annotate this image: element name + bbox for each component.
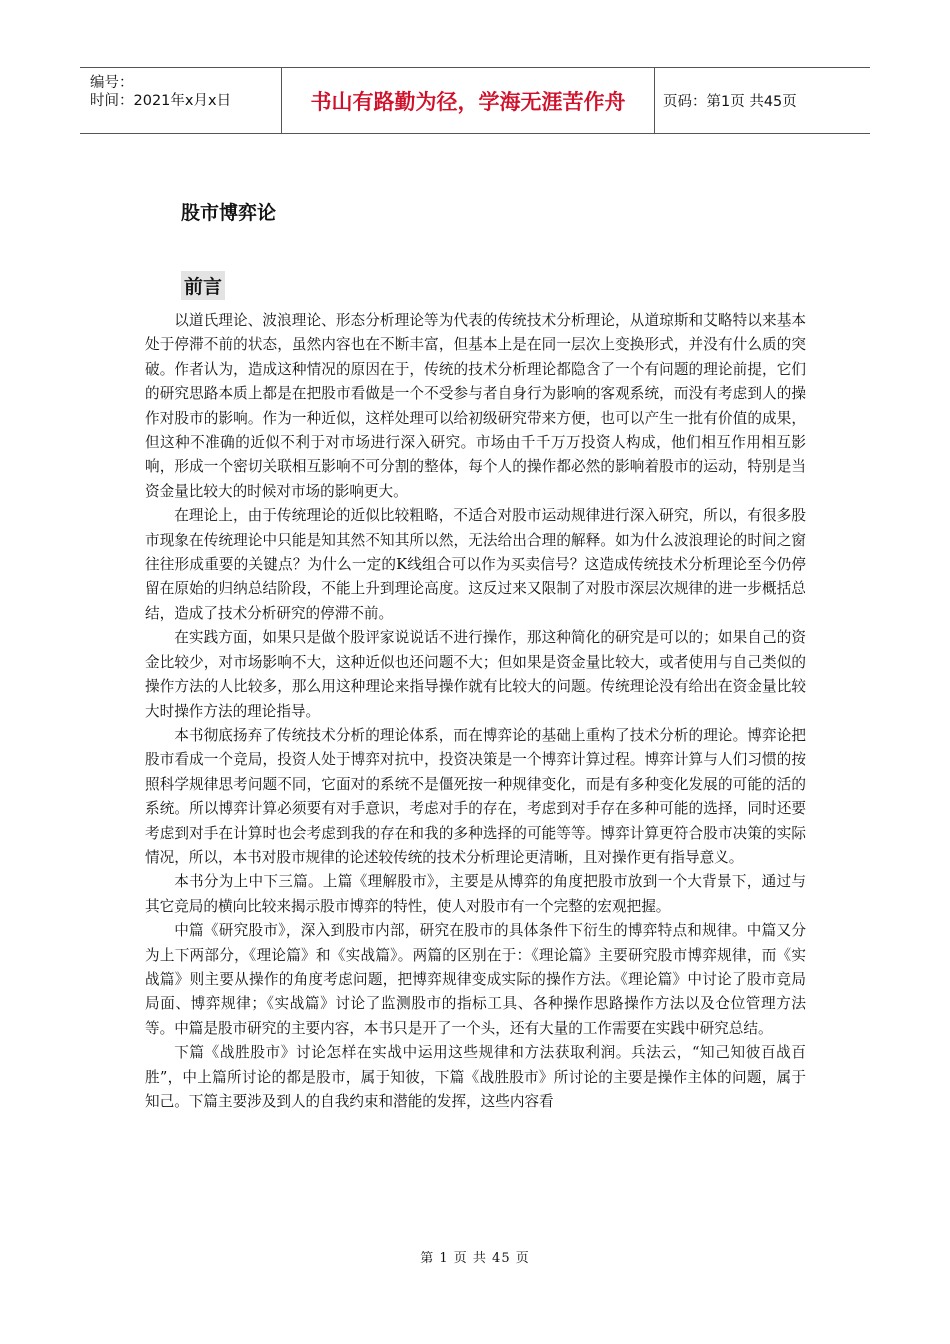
doc-number-label: 编号： xyxy=(90,75,134,91)
page-footer: 第 1 页 共 45 页 xyxy=(420,1251,530,1266)
paragraph: 以道氏理论、波浪理论、形态分析理论等为代表的传统技术分析理论，从道琼斯和艾略特以来基本处于停滞不前的状态，虽然内容也在不断丰富，但基本上是在同一层次上变换形式，并没有什么质的突破。作者认为，造成这种情况的原因在于，传统的技术分析理论都隐含了一个有问题的理论前提，它们的研究思路本质上都是在把股市看做是一个不受参与者自身行为影响的客观系统，而没有考虑到人的操作对股市的影响。作为一种近似，这样处理可以给初级研究带来方便，也可以产生一批有价值的成果，但这种不准确的近似不利于对市场进行深入研究。市场由千千万万投资人构成，他们相互作用相互影响，形成一个密切关联相互影响不可分割的整体，每个人的操作都必然的影响着股市的运动，特别是当资金量比较大的时候对市场的影响更大。 xyxy=(145,312,806,500)
section-heading: 前言 xyxy=(181,271,225,300)
paragraph: 下篇《战胜股市》讨论怎样在实战中运用这些规律和方法获取利润。兵法云，“知己知彼百战百胜”，中上篇所讨论的都是股市，属于知彼，下篇《战胜股市》所讨论的主要是操作主体的问题，属于知己。下篇主要涉及到人的自我约束和潜能的发挥，这些内容看 xyxy=(145,1044,806,1110)
paragraph: 本书分为上中下三篇。上篇《理解股市》，主要是从博弈的角度把股市放到一个大背景下，通过与其它竞局的横向比较来揭示股市博弈的特性，使人对股市有一个完整的宏观把握。 xyxy=(145,873,806,915)
page-header xyxy=(80,67,870,134)
header-page-info: 页码：第1页 共45页 xyxy=(663,94,797,110)
time-label: 时间：2021年x月x日 xyxy=(90,93,232,109)
paragraph: 在理论上，由于传统理论的近似比较粗略，不适合对股市运动规律进行深入研究，所以，有很多股市现象在传统理论中只能是知其然不知其所以然，无法给出合理的解释。如为什么波浪理论的时间之窗往往形成重要的关键点？为什么一定的K线组合可以作为买卖信号？这造成传统技术分析理论至今仍停留在原始的归纳总结阶段，不能上升到理论高度。这反过来又限制了对股市深层次规律的进一步概括总结，造成了技术分析研究的停滞不前。 xyxy=(145,507,806,622)
paragraph: 在实践方面，如果只是做个股评家说说话不进行操作，那这种简化的研究是可以的；如果自己的资金比较少，对市场影响不大，这种近似也还问题不大；但如果是资金量比较大，或者使用与自己类似的操作方法的人比较多，那么用这种理论来指导操作就有比较大的问题。传统理论没有给出在资金量比较大时操作方法的理论指导。 xyxy=(145,629,806,720)
paragraph: 中篇《研究股市》，深入到股市内部，研究在股市的具体条件下衍生的博弈特点和规律。中篇又分为上下两部分，《理论篇》和《实战篇》。两篇的区别在于：《理论篇》主要研究股市博弈规律，而《实战篇》则主要从操作的角度考虑问题，把博弈规律变成实际的操作方法。《理论篇》中讨论了股市竞局局面、博弈规律；《实战篇》讨论了监测股市的指标工具、各种操作思路操作方法以及仓位管理方法等。中篇是股市研究的主要内容，本书只是开了一个头，还有大量的工作需要在实践中研究总结。 xyxy=(145,922,806,1037)
header-meta-cell xyxy=(80,68,282,133)
paragraph: 本书彻底扬弃了传统技术分析的理论体系，而在博弈论的基础上重构了技术分析的理论。博弈论把股市看成一个竞局，投资人处于博弈对抗中，投资决策是一个博弈计算过程。博弈计算与人们习惯的按照科学规律思考问题不同，它面对的系统不是僵死按一种规律变化，而是有多种变化发展的可能的活的系统。所以博弈计算必须要有对手意识，考虑对手的存在，考虑到对手存在多种可能的选择，同时还要考虑到对手在计算时也会考虑到我的存在和我的多种选择的可能等等。博弈计算更符合股市决策的实际情况，所以，本书对股市规律的论述较传统的技术分析理论更清晰，且对操作更有指导意义。 xyxy=(145,726,806,866)
header-motto: 书山有路勤为径，学海无涯苦作舟 xyxy=(282,68,655,133)
document-title: 股市博弈论 xyxy=(181,202,277,224)
body-text xyxy=(145,309,806,1114)
